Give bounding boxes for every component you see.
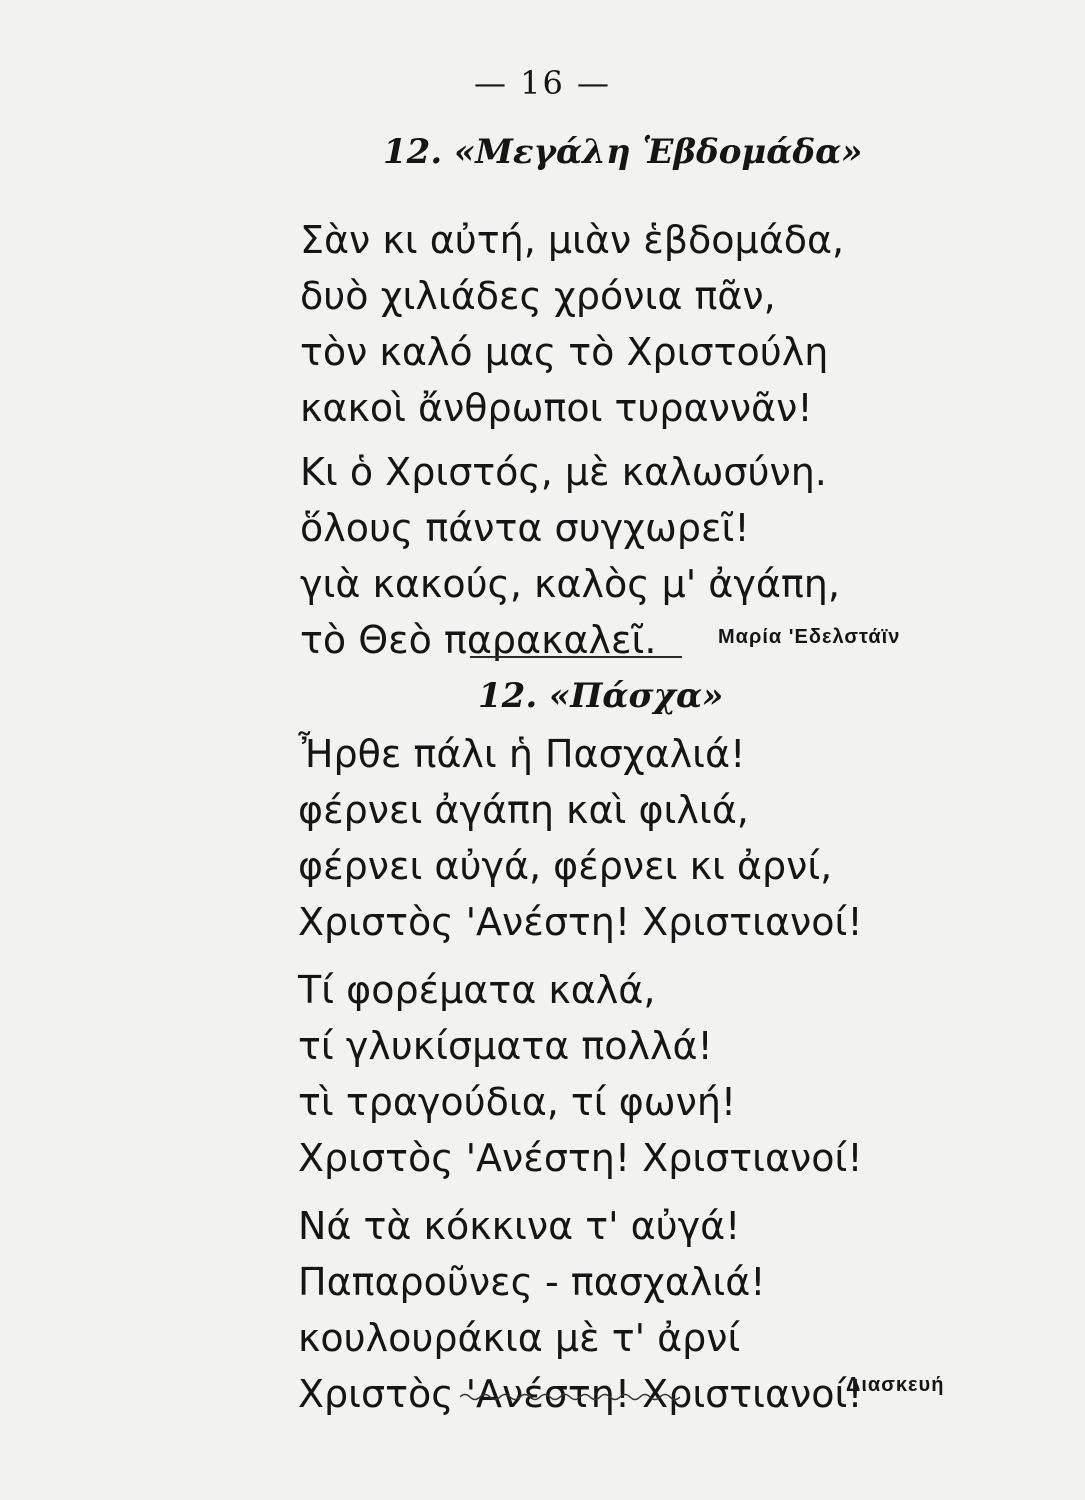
poem-line: δυὸ χιλιάδες χρόνια πᾶν, [300, 274, 776, 318]
poem-line: Χριστὸς 'Ανέστη! Χριστιανοί! [298, 1372, 863, 1416]
poem-line: τὸ Θεὸ παρακαλεῖ. [300, 618, 657, 662]
stanza [298, 962, 863, 1186]
poem-line: ὅλους πάντα συγχωρεῖ! [300, 506, 750, 550]
poem-body [298, 726, 863, 1432]
poem-line: Παπαροῦνες - πασχαλιά! [298, 1260, 766, 1304]
poem-line: τὸν καλό μας τὸ Χριστούλη [300, 330, 829, 374]
wavy-divider [460, 1390, 680, 1404]
page-number: — 16 — [473, 64, 612, 102]
poem-line: κουλουράκια μὲ τ' ἀρνί [298, 1316, 741, 1360]
author-name: Διασκευή [846, 1374, 945, 1396]
poem-line: Νά τὰ κόκκινα τ' αὐγά! [298, 1204, 741, 1248]
poem-line: φέρνει ἀγάπη καὶ φιλιά, [298, 788, 749, 832]
poem-line: τί γλυκίσματα πολλά! [298, 1024, 713, 1068]
poem-line: Τί φορέματα καλά, [298, 968, 656, 1012]
poem-line: Ἦρθε πάλι ἡ Πασχαλιά! [298, 732, 746, 776]
poem-body [300, 212, 844, 668]
poem-line: τὶ τραγούδια, τί φωνή! [298, 1080, 737, 1124]
poem-line: Σὰν κι αὐτή, μιὰν ἑβδομάδα, [300, 218, 845, 262]
poem-line: Κι ὁ Χριστός, μὲ καλωσύνη. [300, 450, 827, 494]
poem-line: γιὰ κακούς, καλὸς μ' ἀγάπη, [300, 562, 840, 606]
stanza [298, 1198, 863, 1422]
poem-line: κακοὶ ἄνθρωποι τυραννᾶν! [300, 386, 813, 430]
poem-line: φέρνει αὐγά, φέρνει κι ἀρνί, [298, 844, 833, 888]
stanza [298, 726, 863, 950]
poem-line: Χριστὸς 'Ανέστη! Χριστιανοί! [298, 900, 863, 944]
poem-line: Χριστὸς 'Ανέστη! Χριστιανοί! [298, 1136, 863, 1180]
section-divider [470, 656, 682, 658]
author-name: Μαρία 'Εδελστάϊν [718, 626, 901, 648]
poem-title: 12. «Μεγάλη Ἑβδομάδα» [383, 132, 863, 172]
poem-title: 12. «Πάσχα» [478, 676, 724, 716]
